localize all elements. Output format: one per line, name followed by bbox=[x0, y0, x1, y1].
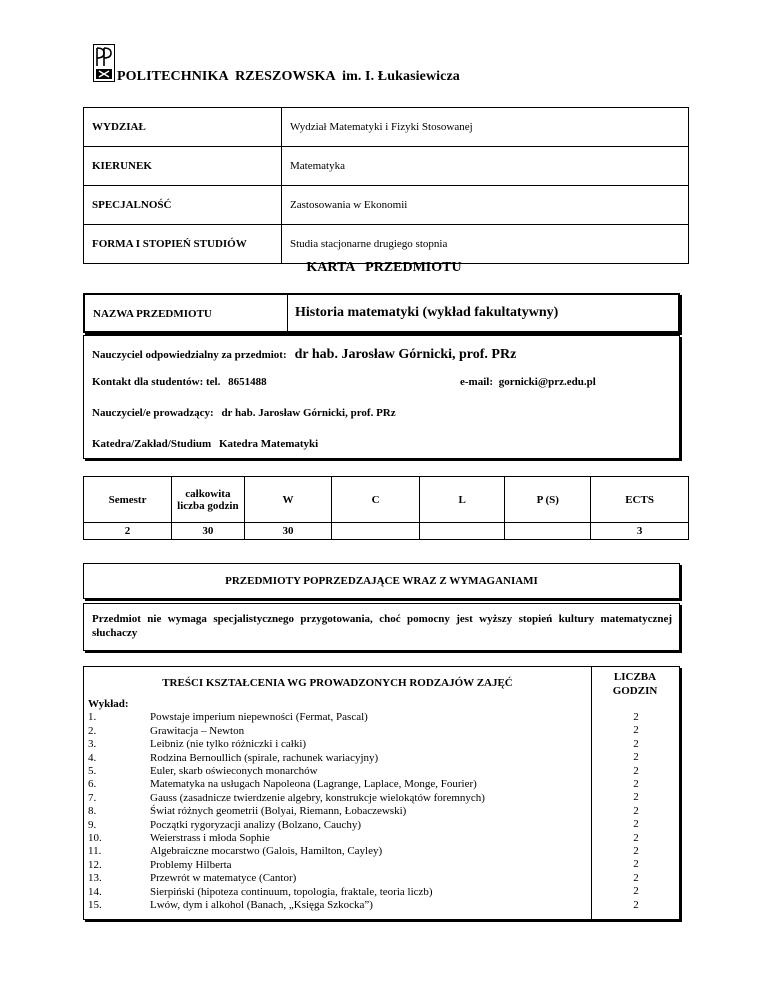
item-text: Weierstrass i młoda Sophie bbox=[150, 832, 270, 845]
list-item bbox=[88, 792, 588, 805]
hours-header: Semestr bbox=[84, 477, 172, 523]
item-hours: 2 bbox=[633, 764, 639, 777]
item-hours: 2 bbox=[633, 818, 639, 831]
list-item bbox=[88, 819, 588, 832]
contact-line bbox=[92, 376, 267, 388]
item-hours: 2 bbox=[633, 791, 639, 804]
item-text: Sierpiński (hipoteza continuum, topologia, fraktale, teoria liczb) bbox=[150, 885, 433, 898]
card-title: KARTA PRZEDMIOTU bbox=[306, 260, 462, 275]
department-label: Katedra/Zakład/Studium bbox=[92, 438, 212, 450]
item-number: 9. bbox=[88, 818, 97, 831]
item-text: Powstaje imperium niepewności (Fermat, Pascal) bbox=[150, 711, 368, 724]
list-item bbox=[88, 832, 588, 845]
responsible-name: dr hab. Jarosław Górnicki, prof. PRz bbox=[294, 347, 517, 362]
hours-header: P (S) bbox=[505, 477, 591, 523]
content-box bbox=[83, 666, 680, 920]
item-number: 15. bbox=[88, 899, 102, 912]
list-item bbox=[88, 886, 588, 899]
hours-value-row bbox=[84, 523, 689, 540]
item-number: 2. bbox=[88, 724, 97, 737]
item-text: Euler, skarb oświeconych monarchów bbox=[150, 765, 318, 778]
section-label: Wykład: bbox=[88, 698, 129, 710]
teacher-box bbox=[83, 335, 680, 459]
list-item bbox=[88, 845, 588, 858]
hours-header: W bbox=[244, 477, 332, 523]
info-row bbox=[84, 225, 689, 264]
prereq-text: Przedmiot nie wymaga specjalistycznego przygotowania, choć pomocny jest wyższy stopień kultury matematycznej słuchaczy bbox=[92, 613, 672, 639]
item-number: 4. bbox=[88, 751, 97, 764]
info-label: SPECJALNOŚĆ bbox=[84, 186, 282, 225]
phone: 8651488 bbox=[228, 376, 267, 388]
hours-header-row bbox=[84, 477, 689, 523]
content-hours-title: LICZBA GODZIN bbox=[612, 671, 658, 697]
item-hours: 2 bbox=[633, 845, 639, 858]
university-header bbox=[93, 44, 513, 84]
item-hours: 2 bbox=[633, 831, 639, 844]
item-number: 12. bbox=[88, 858, 102, 871]
info-value: Zastosowania w Ekonomii bbox=[282, 186, 689, 225]
item-number: 1. bbox=[88, 711, 97, 724]
hours-header: C bbox=[332, 477, 420, 523]
item-hours: 2 bbox=[633, 885, 639, 898]
item-number: 10. bbox=[88, 832, 102, 845]
info-value: Matematyka bbox=[282, 147, 689, 186]
list-item bbox=[88, 738, 588, 751]
item-text: Grawitacja – Newton bbox=[150, 724, 245, 737]
info-value: Wydział Matematyki i Fizyki Stosowanej bbox=[282, 108, 689, 147]
item-hours: 2 bbox=[633, 751, 639, 764]
item-text: Lwów, dym i alkohol (Banach, „Księga Szkocka”) bbox=[150, 899, 373, 912]
list-item bbox=[88, 765, 588, 778]
item-number: 11. bbox=[88, 845, 102, 858]
item-number: 5. bbox=[88, 765, 97, 778]
hours-header: L bbox=[419, 477, 505, 523]
info-table bbox=[83, 107, 689, 264]
leading-line bbox=[92, 407, 396, 419]
department-line bbox=[92, 438, 318, 450]
subject-name: Historia matematyki (wykład fakultatywny) bbox=[295, 305, 559, 320]
hours-value: 2 bbox=[84, 523, 172, 540]
item-number: 7. bbox=[88, 791, 97, 804]
item-text: Matematyka na usługach Napoleona (Lagrange, Laplace, Monge, Fourier) bbox=[150, 778, 477, 791]
item-text: Problemy Hilberta bbox=[150, 858, 232, 871]
item-hours: 2 bbox=[633, 724, 639, 737]
item-hours: 2 bbox=[633, 871, 639, 884]
hours-column bbox=[592, 711, 680, 912]
info-row bbox=[84, 186, 689, 225]
hours-table bbox=[83, 476, 689, 540]
hours-value bbox=[505, 523, 591, 540]
item-text: Leibniz (nie tylko różniczki i całki) bbox=[150, 738, 307, 751]
item-number: 6. bbox=[88, 778, 97, 791]
leading-label: Nauczyciel/e prowadzący: bbox=[92, 407, 214, 419]
item-number: 14. bbox=[88, 885, 102, 898]
hours-header: całkowita liczba godzin bbox=[172, 477, 245, 523]
hours-value: 30 bbox=[172, 523, 245, 540]
info-label: FORMA I STOPIEŃ STUDIÓW bbox=[84, 225, 282, 264]
email-line bbox=[460, 376, 596, 388]
item-number: 8. bbox=[88, 805, 97, 818]
item-text: Algebraiczne mocarstwo (Galois, Hamilton, Cayley) bbox=[150, 845, 383, 858]
item-text: Świat różnych geometrii (Bolyai, Riemann, Łobaczewski) bbox=[150, 805, 407, 818]
item-number: 13. bbox=[88, 872, 102, 885]
hours-value: 3 bbox=[591, 523, 689, 540]
list-item bbox=[88, 805, 588, 818]
responsible-line bbox=[92, 345, 516, 363]
hours-value bbox=[332, 523, 420, 540]
university-name: POLITECHNIKA RZESZOWSKA im. I. Łukasiewicza bbox=[117, 69, 460, 84]
content-title: TREŚCI KSZTAŁCENIA WG PROWADZONYCH RODZAJÓW ZAJĘĆ bbox=[162, 677, 513, 689]
item-text: Rodzina Bernoullich (spirale, rachunek wariacyjny) bbox=[150, 751, 379, 764]
item-hours: 2 bbox=[633, 711, 639, 723]
list-item bbox=[88, 872, 588, 885]
info-value: Studia stacjonarne drugiego stopnia bbox=[282, 225, 689, 264]
item-hours: 2 bbox=[633, 778, 639, 791]
list-item bbox=[88, 899, 588, 912]
item-text: Gauss (zasadnicze twierdzenie algebry, konstrukcje wielokątów foremnych) bbox=[150, 791, 485, 804]
info-label: KIERUNEK bbox=[84, 147, 282, 186]
subject-label: NAZWA PRZEDMIOTU bbox=[93, 308, 212, 320]
list-item bbox=[88, 778, 588, 791]
item-text: Początki rygoryzacji analizy (Bolzano, Cauchy) bbox=[150, 818, 362, 831]
prereq-title-box bbox=[83, 563, 680, 599]
item-text: Przewrót w matematyce (Cantor) bbox=[150, 872, 297, 885]
prz-logo-icon bbox=[93, 44, 115, 82]
item-hours: 2 bbox=[633, 804, 639, 817]
list-item bbox=[88, 711, 588, 724]
email[interactable]: gornicki@prz.edu.pl bbox=[498, 376, 596, 388]
list-item bbox=[88, 725, 588, 738]
list-item bbox=[88, 859, 588, 872]
item-hours: 2 bbox=[633, 737, 639, 750]
hours-value: 30 bbox=[244, 523, 332, 540]
list-item bbox=[88, 752, 588, 765]
item-hours: 2 bbox=[633, 858, 639, 871]
prereq-text-box bbox=[83, 603, 680, 651]
info-row bbox=[84, 147, 689, 186]
contact-label: Kontakt dla studentów: tel. bbox=[92, 376, 221, 388]
department: Katedra Matematyki bbox=[218, 438, 319, 450]
item-hours: 2 bbox=[633, 898, 639, 911]
email-label: e-mail: bbox=[460, 376, 493, 388]
prereq-title: PRZEDMIOTY POPRZEDZAJĄCE WRAZ Z WYMAGANIAMI bbox=[225, 575, 538, 587]
info-label: WYDZIAŁ bbox=[84, 108, 282, 147]
lecture-list bbox=[88, 698, 588, 913]
item-number: 3. bbox=[88, 738, 97, 751]
info-row bbox=[84, 108, 689, 147]
subject-box bbox=[83, 293, 680, 333]
leading-name: dr hab. Jarosław Górnicki, prof. PRz bbox=[221, 407, 396, 419]
hours-value bbox=[419, 523, 505, 540]
responsible-label: Nauczyciel odpowiedzialny za przedmiot: bbox=[92, 349, 287, 361]
hours-header: ECTS bbox=[591, 477, 689, 523]
